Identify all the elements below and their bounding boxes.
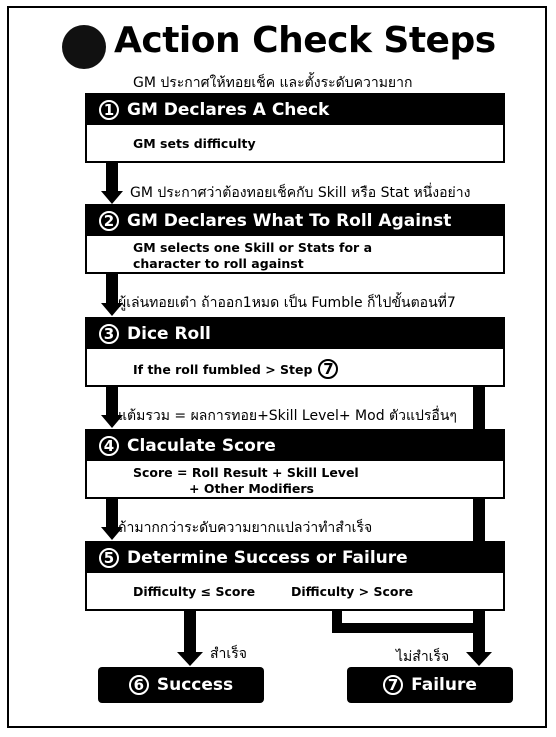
success-label: สำเร็จ xyxy=(210,646,247,662)
step-5-header xyxy=(87,543,503,573)
step-5-failure-condition: Difficulty > Score xyxy=(291,584,414,599)
step-3-number: 3 xyxy=(99,324,119,344)
note-step5: ถ้ามากกว่าระดับความยากแปลว่าทำสำเร็จ xyxy=(118,520,373,536)
step-1-number: 1 xyxy=(99,100,119,120)
step-4-body xyxy=(87,461,503,497)
step-3-header xyxy=(87,319,503,349)
step-2-body xyxy=(87,236,503,272)
success-arrowhead xyxy=(177,652,203,666)
step-1-header xyxy=(87,95,503,125)
fumble-arrowhead xyxy=(466,652,492,666)
step-3-box xyxy=(85,317,505,387)
outcome-success xyxy=(98,667,264,703)
step-3-body-text: If the roll fumbled > Step xyxy=(133,361,313,377)
failure-label: ไม่สำเร็จ xyxy=(396,649,450,665)
note-step3: ผู้เล่นทอยเต๋า ถ้าออก1หมด เป็น Fumble ก็ไปขั้นตอนที่7 xyxy=(118,295,456,311)
note-step1: GM ประกาศให้ทอยเช็ค และตั้งระดับความยาก xyxy=(133,75,413,91)
step-5-number: 5 xyxy=(99,548,119,568)
outcome-failure xyxy=(347,667,513,703)
note-step4: แต้มรวม = ผลการทอย+Skill Level+ Mod ตัวแปรอื่นๆ xyxy=(118,408,457,424)
note-step2: GM ประกาศว่าต้องทอยเช็คกับ Skill หรือ Stat หนึ่งอย่าง xyxy=(130,185,471,201)
step-5-body xyxy=(87,573,503,599)
step-5-box xyxy=(85,541,505,611)
step-4-box xyxy=(85,429,505,499)
step-2-box xyxy=(85,204,505,274)
step-4-body-line2: + Other Modifiers xyxy=(189,481,314,496)
step-3-body xyxy=(87,349,503,379)
step-4-header xyxy=(87,431,503,461)
step-3-title: Dice Roll xyxy=(127,324,211,344)
outcome-success-label: Success xyxy=(156,675,234,695)
step-4-title: Claculate Score xyxy=(127,436,276,456)
step-1-body: GM sets difficulty xyxy=(133,136,256,151)
step-2-body-line1: GM selects one Skill or Stats for a xyxy=(133,240,373,255)
step-4-number: 4 xyxy=(99,436,119,456)
step-5-title: Determine Success or Failure xyxy=(127,548,408,568)
outcome-failure-label: Failure xyxy=(411,675,477,695)
outcome-success-number: 6 xyxy=(129,675,149,695)
step-1-box xyxy=(85,93,505,163)
step-1-title: GM Declares A Check xyxy=(127,100,330,120)
step-2-title: GM Declares What To Roll Against xyxy=(127,211,452,231)
outcome-failure-number: 7 xyxy=(383,675,403,695)
step-2-body-line2: character to roll against xyxy=(133,256,304,271)
step-3-ref-number: 7 xyxy=(318,359,338,379)
failure-path xyxy=(337,611,479,628)
page-title: Action Check Steps xyxy=(114,20,496,61)
step-5-success-condition: Difficulty ≤ Score xyxy=(133,584,256,599)
step-2-number: 2 xyxy=(99,211,119,231)
step-4-body-line1: Score = Roll Result + Skill Level xyxy=(133,465,359,480)
step-2-header xyxy=(87,206,503,236)
